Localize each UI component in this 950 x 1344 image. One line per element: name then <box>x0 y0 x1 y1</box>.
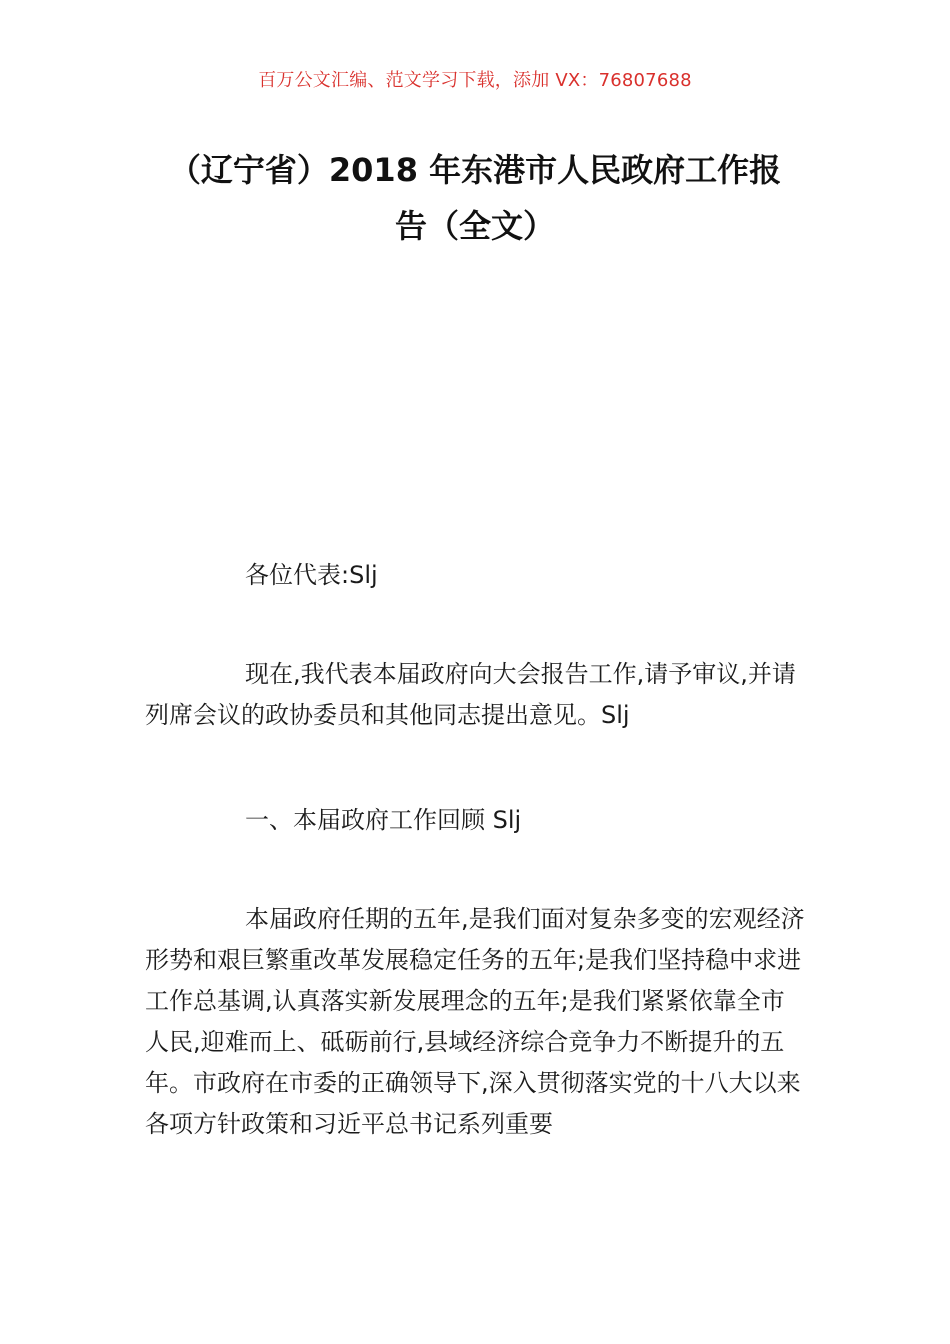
review-text: 本届政府任期的五年,是我们面对复杂多变的宏观经济形势和艰巨繁重改革发展稳定任务的五年;是我们坚持稳中求进工作总基调,认真落实新发展理念的五年;是我们紧紧依靠全市人民,迎难而上、砥砺前行,县域经济综合竞争力不断提升的五年。市政府在市委的正确领导下,深入贯彻落实党的十八大以来各项方针政策和习近平总书记系列重要 <box>145 905 805 1138</box>
intro-text: 现在,我代表本届政府向大会报告工作,请予审议,并请列席会议的政协委员和其他同志提出意见。Slj <box>145 660 796 729</box>
section-heading-review <box>145 800 807 841</box>
title-line-1: （辽宁省）2018 年东港市人民政府工作报 <box>168 151 782 189</box>
review-paragraph <box>145 899 807 1145</box>
greeting-text: 各位代表:Slj <box>245 561 378 589</box>
intro-paragraph <box>145 654 807 736</box>
watermark-header: 百万公文汇编、范文学习下载，添加 VX：76807688 <box>258 70 692 91</box>
greeting-paragraph <box>145 555 807 596</box>
document-title <box>0 142 950 254</box>
title-line-2: 告（全文） <box>394 207 555 245</box>
section-heading-text: 一、本届政府工作回顾 Slj <box>245 806 522 834</box>
